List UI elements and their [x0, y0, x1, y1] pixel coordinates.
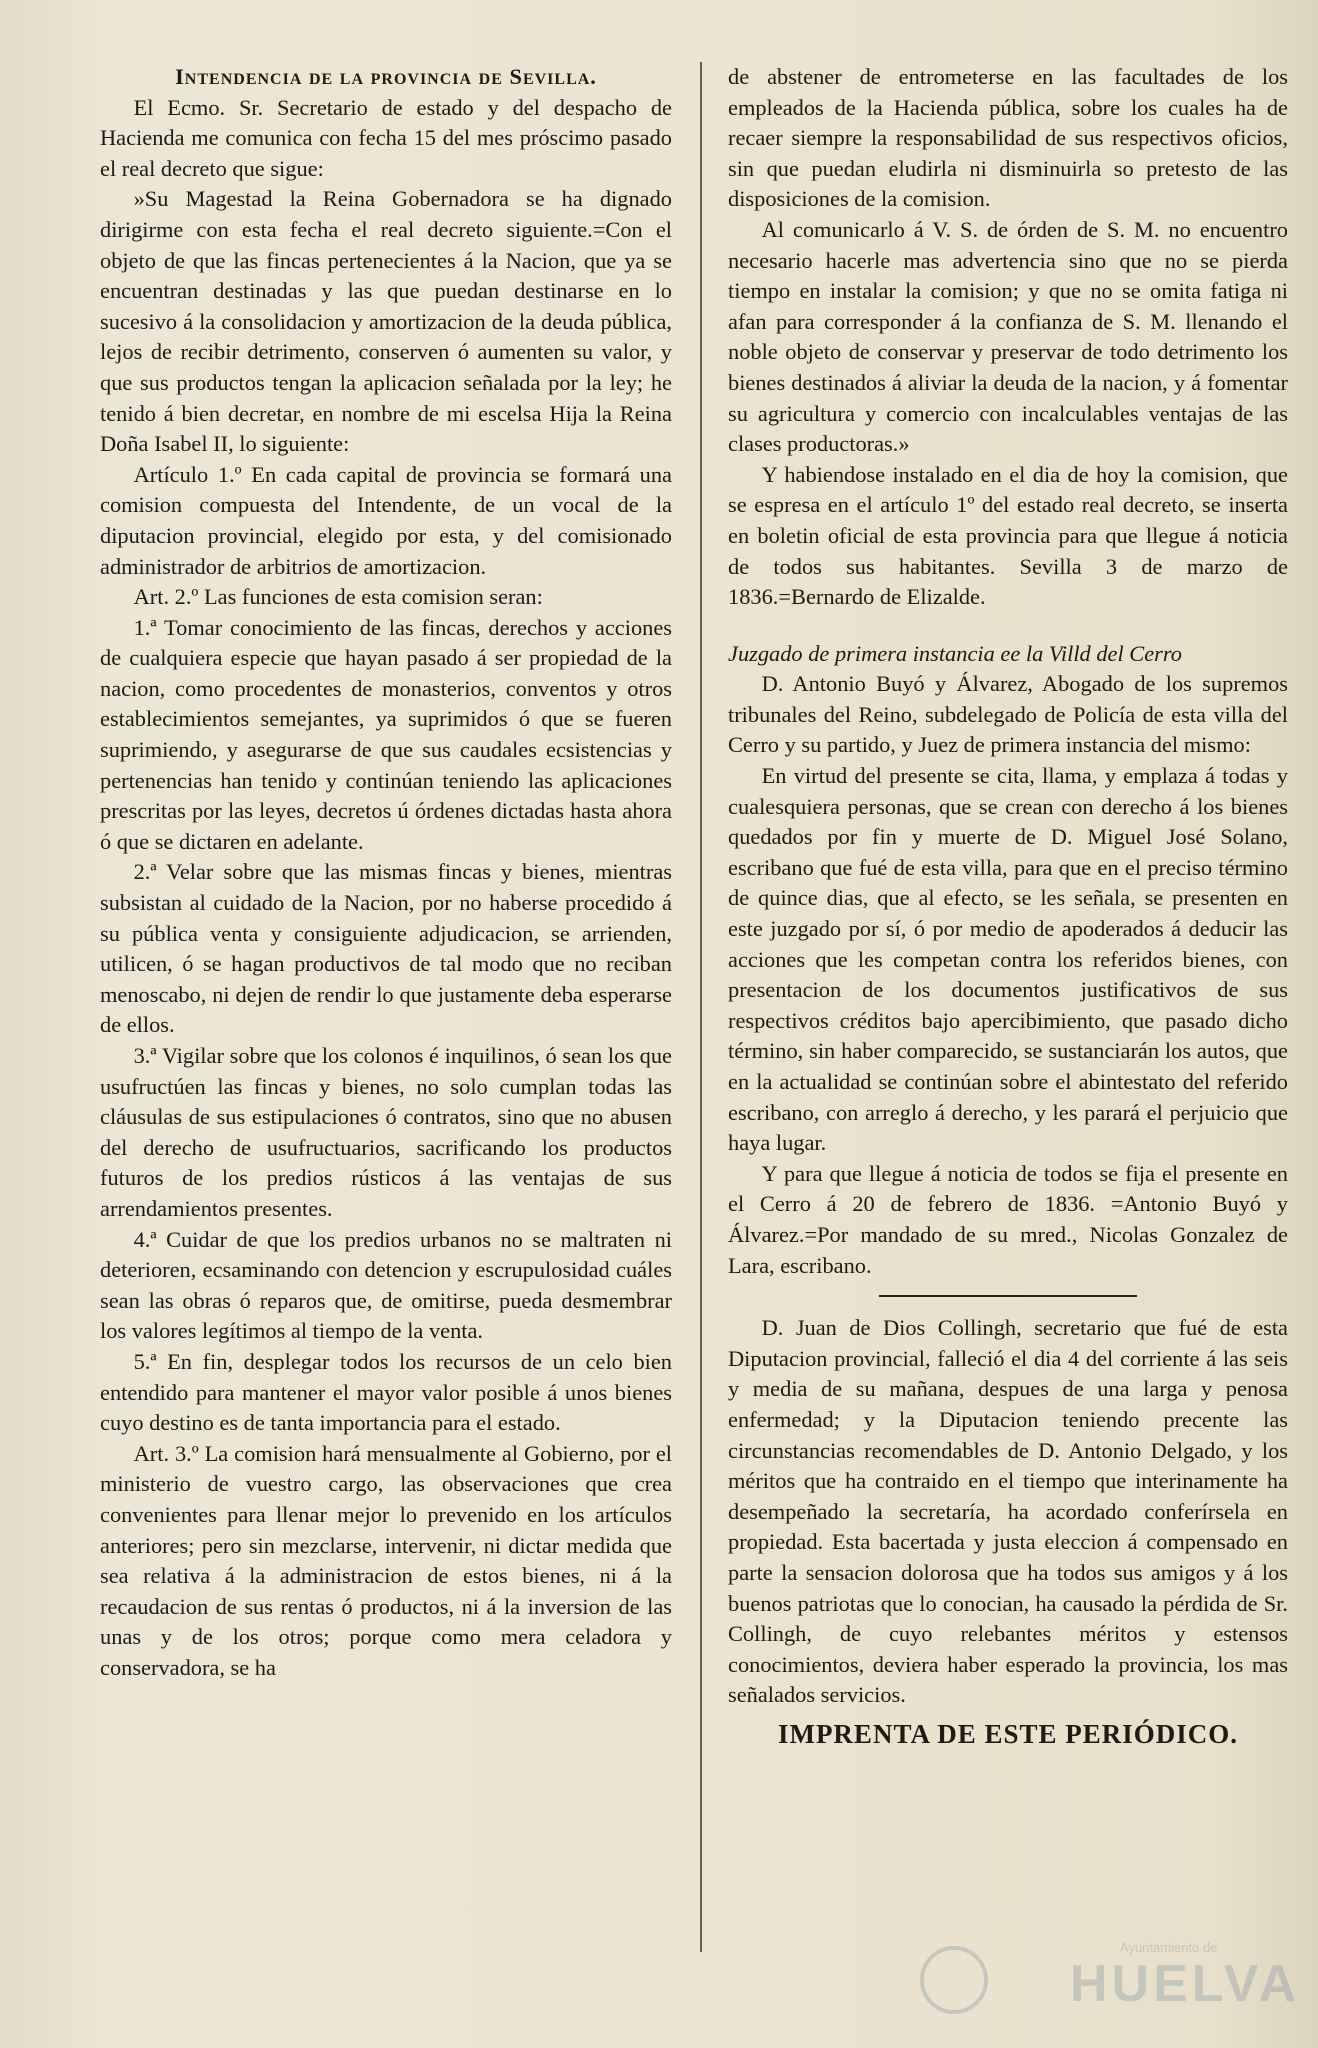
watermark-big-text: HUELVA [1070, 1955, 1301, 2013]
paragraph: Y habiendose instalado en el dia de hoy la comision, que se espresa en el artículo 1º del estado real decreto, se inserta en boletin oficial de esta provincia para que llegue á noticia de todos sus habitantes. Sevilla 3 de marzo de 1836.=Bernardo de Elizalde. [728, 461, 1288, 610]
watermark-seal-icon [920, 1946, 988, 2014]
article-2: Art. 2.º Las funciones de esta comision seran: [133, 584, 543, 610]
column-divider [700, 62, 702, 1952]
collingh-paragraph: D. Juan de Dios Collingh, secretario que fué de esta Diputacion provincial, falleció el dia 4 del corriente á las seis y media de su mañana, despues de una larga y penosa enfermedad; y la Diputacion teniendo precente las circunstancias recomendables de D. Antonio Delgado, y los méritos que ha contraido en el tiempo que interinamente ha desempeñado la secretaría, ha acordado conferírsela en propiedad. Esta bacertada y justa eleccion á compensado en parte la sensacion dolorosa que ha todos sus amigos y á los buenos patriotas que lo conocian, ha causado la pérdida de Sr. Collingh, de cuyo relebantes méritos y estensos conocimientos, deviera haber esperado la provincia, los mas señalados servicios. [728, 1315, 1288, 1708]
article-1: Artículo 1.º En cada capital de provincia se formará una comision compuesta del Intendente, de un vocal de la diputacion provincial, elegido por esta, y del comisionado administrador de arbitrios de amortizacion. [100, 461, 672, 579]
item-5: 5.ª En fin, desplegar todos los recursos de un celo bien entendido para mantener el mayor valor posible á unos bienes cuyo destino es de tanta importancia para el estado. [100, 1348, 672, 1436]
item-2: 2.ª Velar sobre que las mismas fincas y bienes, mientras subsistan al cuidado de la Nacion, por no haberse procedido á su pública venta y consiguiente adjudicacion, se arrienden, utilicen, ó se hagan productivos de tal modo que no reciban menoscabo, ni dejen de rendir lo que justamente deba esperarse de ellos. [100, 859, 672, 1038]
separator-rule [879, 1295, 1137, 1297]
watermark-logo [920, 1940, 1301, 2020]
watermark-small-text: Ayuntamiento de [1120, 1940, 1218, 1955]
imprint: IMPRENTA DE ESTE PERIÓDICO. [777, 1718, 1239, 1749]
continuation-paragraph: de abstener de entrometerse en las facultades de los empleados de la Hacienda pública, sobre los cuales ha de recaer siempre la responsabilidad de sus respectivos oficios, sin que puedan eludirla ni disminuirla so pretesto de las disposiciones de la comision. [728, 64, 1288, 212]
paragraph: Al comunicarlo á V. S. de órden de S. M. no encuentro necesario hacerle mas advertencia sino que no se pierda tiempo en instalar la comision; y que no se omita fatiga ni afan para corresponder á la confianza de S. M. llenando el noble objeto de conservar y preservar de todo detrimento los bienes destinados á aliviar la deuda de la nacion, y á fomentar su agricultura y comercio con incalculables ventajas de las clases productoras.» [728, 216, 1288, 457]
intendencia-heading: Intendencia de la provincia de Sevilla. [175, 64, 597, 89]
paragraph: »Su Magestad la Reina Gobernadora se ha dignado dirigirme con esta fecha el real decreto siguiente.=Con el objeto de que las fincas pertenecientes á la Nacion, que ya se encuentran destinadas y las que puedan destinarse en lo sucesivo á la consolidacion y amortizacion de la deuda pública, lejos de recibir detrimento, conserven ó aumenten su valor, y que sus productos tengan la aplicacion señalada por la ley; he tenido á bien decretar, en nombre de mi escelsa Hija la Reina Doña Isabel II, lo siguiente: [100, 186, 672, 457]
article-3: Art. 3.º La comision hará mensualmente al Gobierno, por el ministerio de vuestro cargo, las observaciones que crea convenientes para llenar mejor lo prevenido en los artículos anteriores; pero sin mezclarse, intervenir, ni dictar medida que sea relativa á la administracion de estos bienes, ni á la recaudacion de sus rentas ó productos, ni á la inversion de las unas y de los otros; porque como mera celadora y conservadora, se ha [100, 1440, 672, 1680]
item-1: 1.ª Tomar conocimiento de las fincas, derechos y acciones de cualquiera especie que hayan pasado á ser propiedad de la nacion, como procedentes de monasterios, conventos y otros establecimientos semejantes, ya suprimidos ó que se fueren suprimiendo, y asegurarse de que sus caudales ecsistencias y pertenencias han tenido y continúan teniendo las aplicaciones prescritas por las leyes, decretos ú órdenes dictadas hasta ahora ó que se dictaren en adelante. [100, 614, 672, 854]
left-column [100, 62, 672, 1683]
paragraph: D. Antonio Buyó y Álvarez, Abogado de los supremos tribunales del Reino, subdelegado de Policía de esta villa del Cerro y su partido, y Juez de primera instancia del mismo: [728, 671, 1288, 758]
paragraph: Y para que llegue á noticia de todos se fija el presente en el Cerro á 20 de febrero de 1836. =Antonio Buyó y Álvarez.=Por mandado de su mred., Nicolas Gonzalez de Lara, escribano. [728, 1160, 1288, 1278]
juzgado-heading: Juzgado de primera instancia ee la Villd del Cerro [728, 640, 1182, 666]
paragraph: El Ecmo. Sr. Secretario de estado y del despacho de Hacienda me comunica con fecha 15 del mes próscimo pasado el real decreto que sigue: [100, 94, 672, 181]
item-4: 4.ª Cuidar de que los predios urbanos no se maltraten ni deterioren, ecsaminando con detencion y escrupulosidad cuáles sean las obras ó reparos que, de omitirse, pueda desmembrar los valores legítimos al tiempo de la venta. [100, 1226, 672, 1344]
item-3: 3.ª Vigilar sobre que los colonos é inquilinos, ó sean los que usufructúen las fincas y bienes, no solo cumplan todas las cláusulas de sus estipulaciones ó contratos, sino que no abusen del derecho de usufructuarios, sacrificando los productos futuros de los predios rústicos á las ventajas de sus arrendamientos presentes. [100, 1043, 672, 1221]
paragraph: En virtud del presente se cita, llama, y emplaza á todas y cualesquiera personas, que se crean con derecho á los bienes quedados por fin y muerte de D. Miguel José Solano, escribano que fué de esta villa, para que en el preciso término de quince dias, que al efecto, se les señala, se presenten en este juzgado por sí, ó por medio de apoderados á deducir las acciones que les competan contra los referidos bienes, con presentacion de los documentos justificativos de sus respectivos créditos bajo apercibimiento, que pasado dicho término, sin haber comparecido, se sustanciarán los autos, que en la actualidad se continúan sobre el abintestato del referido escribano, con arreglo á derecho, y les parará el perjuicio que haya lugar. [728, 763, 1288, 1156]
right-column [728, 62, 1288, 1749]
